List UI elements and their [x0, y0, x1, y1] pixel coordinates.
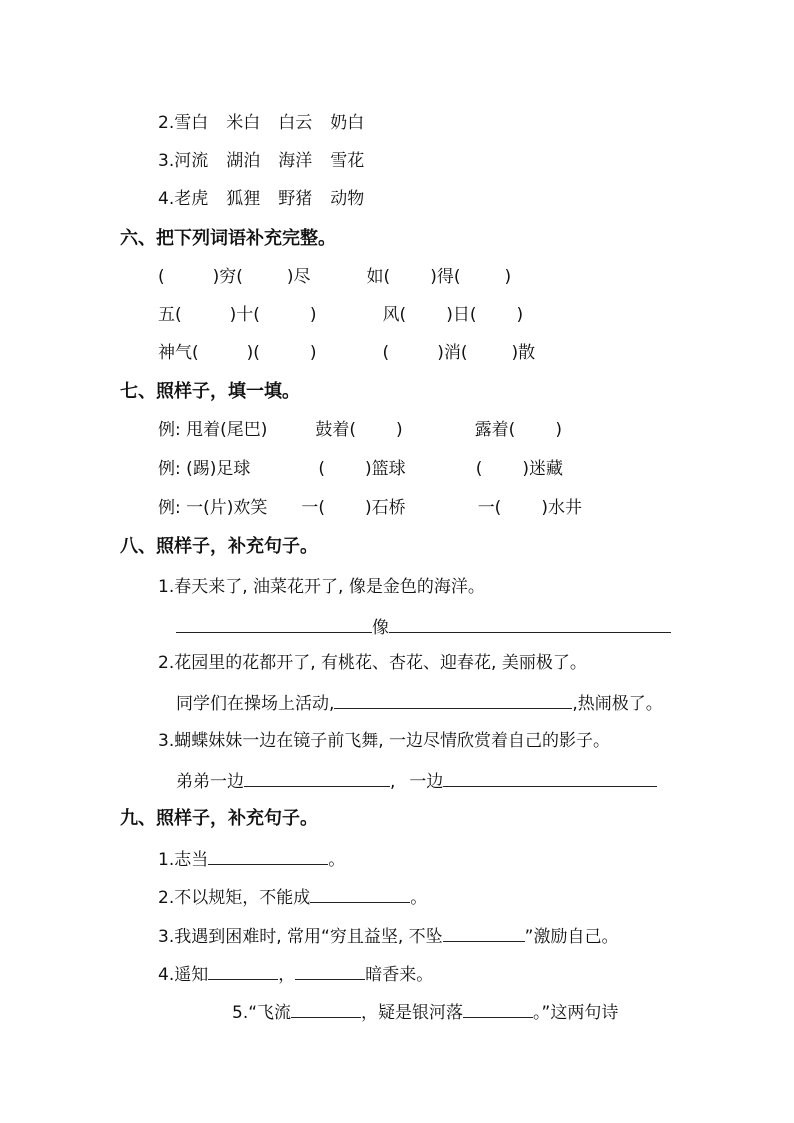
poem-item-1	[158, 847, 345, 871]
poem-text: 。	[328, 850, 346, 870]
item-number: 3.	[158, 151, 175, 171]
poem-text: ，	[278, 965, 296, 985]
word: 海洋	[278, 151, 313, 171]
idiom-text: )	[309, 305, 317, 325]
poem-text: ，疑是银河落	[361, 1003, 464, 1023]
example-text: 例: 一(片)欢笑	[158, 498, 268, 518]
idiom-row-3	[158, 342, 535, 364]
fill-text: 一(	[477, 498, 502, 518]
idiom-text: )日(	[446, 305, 477, 325]
item-number: 4.	[158, 189, 175, 209]
section-6-heading: 六、把下列词语补充完整。	[120, 228, 336, 249]
poem-item-2	[158, 885, 427, 909]
poem-text: ”激励自己。	[524, 927, 619, 947]
word: 动物	[330, 189, 365, 209]
answer-text: 一边	[409, 772, 444, 792]
word-group-3	[158, 150, 364, 172]
idiom-text: )	[309, 343, 317, 363]
word: 湖泊	[226, 151, 261, 171]
sentence-example-3: 3.蝴蝶妹妹一边在镜子前飞舞, 一边尽情欣赏着自己的影子。	[158, 731, 611, 751]
example-row-2	[158, 458, 563, 480]
idiom-text: )尽	[286, 267, 311, 287]
example-row-3	[158, 497, 582, 519]
word: 奶白	[330, 113, 365, 133]
idiom-text: )穷(	[212, 267, 243, 287]
fill-text: (	[318, 459, 326, 479]
answer-blank[interactable]	[443, 924, 525, 942]
sentence-answer-1	[176, 615, 671, 639]
word-group-4	[158, 188, 364, 210]
poem-text: 3.我遇到困难时, 常用“穷且益坚, 不坠	[158, 927, 443, 947]
idiom-row-2	[158, 304, 523, 326]
answer-text: 弟弟一边	[176, 772, 244, 792]
fill-text: )迷藏	[522, 459, 563, 479]
idiom-row-1	[158, 266, 511, 288]
answer-blank[interactable]	[208, 962, 278, 980]
item-number: 2.	[158, 113, 175, 133]
answer-blank[interactable]	[176, 615, 372, 633]
sentence-example-1: 1.春天来了, 油菜花开了, 像是金色的海洋。	[158, 577, 485, 597]
example-text: 例: 甩着(尾巴)	[158, 420, 268, 440]
answer-blank[interactable]	[334, 691, 572, 709]
answer-blank[interactable]	[310, 885, 410, 903]
poem-text: 5.“飞流	[232, 1003, 292, 1023]
idiom-text: )	[504, 267, 512, 287]
fill-text: )	[555, 420, 562, 440]
example-row-1	[158, 419, 562, 441]
poem-text: 。”这两句诗	[533, 1003, 619, 1023]
fill-text: 露着(	[474, 420, 516, 440]
answer-blank[interactable]	[389, 615, 671, 633]
answer-blank[interactable]	[463, 1000, 533, 1018]
example-text: 例: (踢)足球	[158, 459, 251, 479]
idiom-text: (	[158, 267, 165, 287]
word: 雪白	[174, 113, 209, 133]
word: 老虎	[174, 189, 209, 209]
idiom-text: )	[516, 305, 524, 325]
answer-text: 同学们在操场上活动,	[176, 694, 335, 714]
poem-item-4	[158, 962, 433, 986]
sentence-answer-3	[176, 769, 657, 793]
word: 白云	[278, 113, 313, 133]
word: 米白	[226, 113, 261, 133]
fill-text: 鼓着(	[315, 420, 357, 440]
answer-text: 像	[372, 618, 389, 638]
idiom-text: 五(	[158, 305, 182, 325]
idiom-text: )(	[246, 343, 260, 363]
fill-text: )石桥	[365, 498, 406, 518]
fill-text: 一(	[301, 498, 326, 518]
poem-text: 暗香来。	[365, 965, 434, 985]
answer-blank[interactable]	[291, 1000, 361, 1018]
poem-item-5	[232, 1000, 618, 1024]
poem-item-3	[158, 924, 618, 948]
answer-blank[interactable]	[208, 847, 328, 865]
idiom-text: )得(	[430, 267, 461, 287]
idiom-text: 神气(	[158, 343, 199, 363]
poem-text: 4.遥知	[158, 965, 209, 985]
idiom-text: )十(	[229, 305, 260, 325]
idiom-text: )消(	[437, 343, 468, 363]
poem-text: 1.志当	[158, 850, 209, 870]
poem-text: 。	[410, 888, 428, 908]
fill-text: )篮球	[365, 459, 406, 479]
sentence-answer-2	[176, 691, 663, 715]
fill-text: (	[475, 459, 483, 479]
idiom-text: 如(	[366, 267, 391, 287]
fill-text: )水井	[541, 498, 582, 518]
idiom-text: (	[382, 343, 390, 363]
fill-text: )	[396, 420, 403, 440]
section-8-heading: 八、照样子，补充句子。	[120, 536, 318, 557]
word-group-2	[158, 112, 364, 134]
section-9-heading: 九、照样子，补充句子。	[120, 808, 318, 829]
poem-text: 2.不以规矩，不能成	[158, 888, 311, 908]
word: 河流	[174, 151, 209, 171]
word: 狐狸	[226, 189, 261, 209]
answer-text: ,热闹极了。	[572, 694, 663, 714]
answer-blank[interactable]	[295, 962, 365, 980]
answer-text: ,	[390, 772, 396, 792]
answer-blank[interactable]	[443, 769, 657, 787]
idiom-text: )散	[511, 343, 536, 363]
sentence-example-2: 2.花园里的花都开了, 有桃花、杏花、迎春花, 美丽极了。	[158, 653, 587, 673]
idiom-text: 风(	[382, 305, 407, 325]
word: 野猪	[278, 189, 313, 209]
section-7-heading: 七、照样子，填一填。	[120, 381, 300, 402]
word: 雪花	[330, 151, 365, 171]
answer-blank[interactable]	[244, 769, 390, 787]
